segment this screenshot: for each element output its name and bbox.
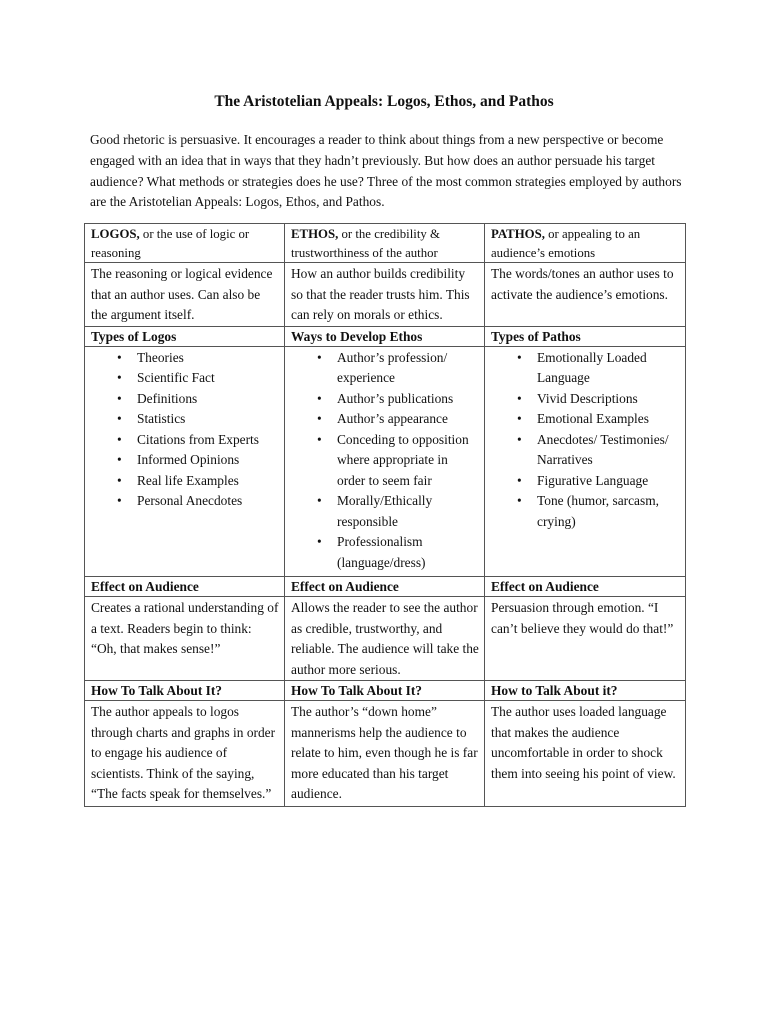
ethos-description: or the credibility & trustworthiness of the author	[291, 227, 440, 260]
logos-talk: The author appeals to logos through charts and graphs in order to engage his audience of scientists. Think of the saying, “The facts speak for themselves.”	[85, 701, 285, 807]
table-row	[85, 701, 686, 807]
intro-paragraph: Good rhetoric is persuasive. It encourages a reader to think about things from a new perspective or become engaged with an idea that in ways that they hadn’t previously. But how does an author persuade his target audience? What methods or strategies does he use? Three of the most common strategies employed by authors are the Aristotelian Appeals: Logos, Ethos, and Pathos.	[90, 132, 682, 210]
list-item: • Professionalism (language/dress)	[337, 532, 479, 573]
logos-effect-heading: Effect on Audience	[85, 577, 285, 597]
list-item: • Emotionally Loaded Language	[537, 348, 680, 389]
list-item: • Author’s profession/ experience	[337, 348, 479, 389]
logos-definition: The reasoning or logical evidence that an author uses. Can also be the argument itself.	[85, 263, 285, 327]
ethos-definition: How an author builds credibility so that the reader trusts him. This can rely on morals or ethics.	[285, 263, 485, 327]
list-item: • Real life Examples	[137, 471, 279, 492]
pathos-effect: Persuasion through emotion. “I can’t believe they would do that!”	[485, 597, 686, 681]
logos-description: or the use of logic or reasoning	[91, 227, 250, 260]
list-item: • Personal Anecdotes	[137, 491, 279, 512]
list-item: • Tone (humor, sarcasm, crying)	[537, 491, 680, 532]
list-item: • Figurative Language	[537, 471, 680, 492]
table-row	[85, 224, 686, 263]
logos-effect: Creates a rational understanding of a text. Readers begin to think: “Oh, that makes sense!”	[85, 597, 285, 681]
list-item: • Author’s publications	[337, 389, 479, 410]
table-row	[85, 263, 686, 327]
ethos-effect-heading: Effect on Audience	[285, 577, 485, 597]
list-item: • Definitions	[137, 389, 279, 410]
document-title: The Aristotelian Appeals: Logos, Ethos, and Pathos	[214, 93, 554, 110]
ethos-effect: Allows the reader to see the author as credible, trustworthy, and reliable. The audience will take the author more serious.	[285, 597, 485, 681]
pathos-types-cell	[485, 346, 686, 577]
pathos-talk-heading: How to Talk About it?	[485, 681, 686, 701]
list-item: • Anecdotes/ Testimonies/ Narratives	[537, 430, 680, 471]
table-row	[85, 577, 686, 597]
table-row	[85, 597, 686, 681]
pathos-types-list	[491, 348, 680, 536]
pathos-name: PATHOS,	[491, 227, 545, 241]
logos-header-cell	[85, 224, 285, 263]
table-row	[85, 681, 686, 701]
ethos-header-cell	[285, 224, 485, 263]
ethos-talk-heading: How To Talk About It?	[285, 681, 485, 701]
ethos-types-cell	[285, 346, 485, 577]
ethos-name: ETHOS,	[291, 227, 339, 241]
list-item: • Informed Opinions	[137, 450, 279, 471]
pathos-types-heading: Types of Pathos	[485, 326, 686, 346]
logos-types-cell	[85, 346, 285, 577]
table-row	[85, 346, 686, 577]
ethos-talk: The author’s “down home” mannerisms help the audience to relate to him, even though he is far more educated than his target audience.	[285, 701, 485, 807]
pathos-description: or appealing to an audience’s emotions	[491, 227, 641, 260]
list-item: • Scientific Fact	[137, 368, 279, 389]
pathos-talk: The author uses loaded language that makes the audience uncomfortable in order to shock them into seeing his point of view.	[485, 701, 686, 807]
logos-types-heading: Types of Logos	[85, 326, 285, 346]
logos-name: LOGOS,	[91, 227, 140, 241]
list-item: • Statistics	[137, 409, 279, 430]
list-item: • Emotional Examples	[537, 409, 680, 430]
list-item: • Conceding to opposition where appropriate in order to seem fair	[337, 430, 479, 492]
list-item: • Author’s appearance	[337, 409, 479, 430]
ethos-types-list	[291, 348, 479, 577]
logos-talk-heading: How To Talk About It?	[85, 681, 285, 701]
appeals-table	[84, 223, 686, 807]
table-row	[85, 326, 686, 346]
pathos-header-cell	[485, 224, 686, 263]
logos-types-list	[91, 348, 279, 515]
list-item: • Vivid Descriptions	[537, 389, 680, 410]
list-item: • Theories	[137, 348, 279, 369]
pathos-effect-heading: Effect on Audience	[485, 577, 686, 597]
list-item: • Morally/Ethically responsible	[337, 491, 479, 532]
ethos-types-heading: Ways to Develop Ethos	[285, 326, 485, 346]
pathos-definition: The words/tones an author uses to activate the audience’s emotions.	[485, 263, 686, 327]
list-item: • Citations from Experts	[137, 430, 279, 451]
